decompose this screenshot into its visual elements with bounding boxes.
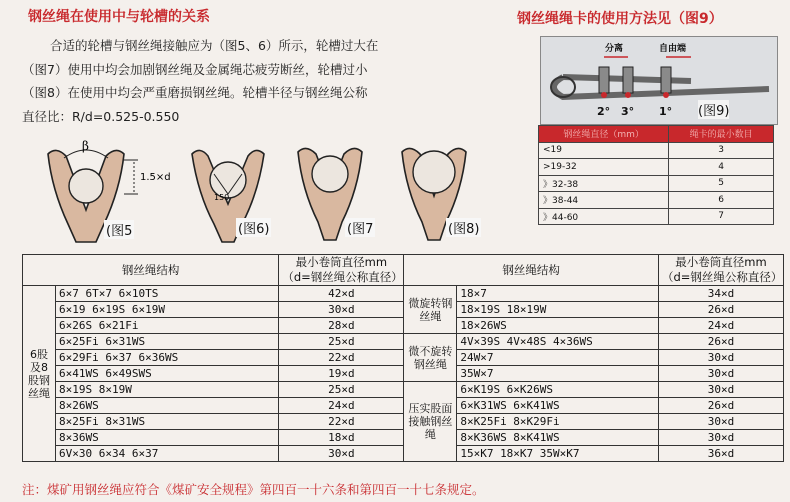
table-row (23, 398, 784, 414)
structure-cell: 6×26S 6×21Fi (56, 318, 279, 334)
group-label-right: 微不旋转钢丝绳 (404, 334, 457, 382)
diameter-cell: 25×d (279, 334, 404, 350)
structure-cell: 24W×7 (457, 350, 659, 366)
section-title-right: 钢丝绳绳卡的使用方法见（图9） (517, 11, 723, 27)
structure-cell: 8×36WS (56, 430, 279, 446)
structure-cell: 15×K7 18×K7 35W×K7 (457, 446, 659, 462)
structure-cell: 6×29Fi 6×37 6×36WS (56, 350, 279, 366)
count-cell: 7 (669, 208, 774, 225)
figure-5-caption: (图5 (104, 220, 134, 239)
figure-9-caption: (图9) (698, 100, 729, 119)
table-row (23, 382, 784, 398)
diameter-cell: 18×d (279, 430, 404, 446)
structure-cell: 8×26WS (56, 398, 279, 414)
table-row (23, 414, 784, 430)
paragraph-line: （图8）在使用中均会严重磨损钢丝绳。轮槽半径与钢丝绳公称 (22, 85, 368, 100)
table-row (23, 430, 784, 446)
table-row (23, 366, 784, 382)
structure-cell: 6×7 6T×7 6×10TS (56, 286, 279, 302)
header-line: 最小卷筒直径mm (295, 255, 388, 269)
diameter-cell: 30×d (659, 430, 784, 446)
structure-cell: 8×25Fi 8×31WS (56, 414, 279, 430)
degree-label-1: 2° (597, 105, 611, 118)
structure-header-left: 钢丝绳结构 (23, 255, 279, 286)
angle-label: 150 (214, 193, 230, 202)
diameter-cell: 36×d (659, 446, 784, 462)
label-separation: 分离 (605, 44, 624, 54)
degree-label-3: 1° (659, 105, 673, 118)
diameter-cell: 30×d (659, 350, 784, 366)
structure-cell: 6×19 6×19S 6×19W (56, 302, 279, 318)
structure-cell: 6×41WS 6×49SWS (56, 366, 279, 382)
group-label-right: 压实股面接触钢丝绳 (404, 382, 457, 462)
group-label-right: 微旋转钢丝绳 (404, 286, 457, 334)
diameter-cell: 26×d (659, 398, 784, 414)
diameter-cell: 25×d (279, 382, 404, 398)
paragraph-line: （图7）使用中均会加剧钢丝绳及金属绳芯疲劳断丝，轮槽过小 (22, 61, 368, 77)
table-row (539, 159, 774, 176)
table-row (539, 142, 774, 159)
degree-label-2: 3° (621, 105, 635, 118)
structure-cell: 8×K25Fi 8×K29Fi (457, 414, 659, 430)
header-line: 最小卷筒直径mm (675, 255, 767, 269)
diameter-cell: 28×d (279, 318, 404, 334)
paragraph-line: 合适的轮槽与钢丝绳接触应为（图5、6）所示，轮槽过大在 (50, 38, 379, 53)
diameter-cell: 42×d (279, 286, 404, 302)
description-paragraph (22, 34, 487, 128)
column-header: 钢丝绳直径（mm） (539, 126, 669, 143)
structure-cell: 35W×7 (457, 366, 659, 382)
structure-cell: 6×K19S 6×K26WS (457, 382, 659, 398)
table-header-row (23, 255, 784, 286)
label-free-end: 自由端 (659, 44, 687, 54)
table-row (539, 175, 774, 192)
drum-diameter-table (22, 254, 784, 462)
table-row (23, 286, 784, 302)
section-title-left: 钢丝绳在使用中与轮槽的关系 (28, 9, 210, 25)
structure-cell: 8×K36WS 8×K41WS (457, 430, 659, 446)
diameter-cell: 30×d (279, 446, 404, 462)
diameter-cell: 24×d (279, 398, 404, 414)
diameter-cell: 26×d (659, 302, 784, 318)
table-row (23, 446, 784, 462)
table-row (23, 334, 784, 350)
count-cell: 4 (669, 159, 774, 176)
structure-cell: 18×7 (457, 286, 659, 302)
clip-count-table (538, 125, 774, 225)
diameter-cell: 24×d (659, 318, 784, 334)
structure-cell: 6×25Fi 6×31WS (56, 334, 279, 350)
min-diameter-header-left (279, 255, 404, 286)
diameter-cell: 26×d (659, 334, 784, 350)
diameter-cell: 34×d (659, 286, 784, 302)
table-row (23, 302, 784, 318)
diameter-cell: 30×d (659, 366, 784, 382)
structure-cell: 6V×30 6×34 6×37 (56, 446, 279, 462)
count-cell: 6 (669, 192, 774, 209)
header-line: （d=钢丝绳公称直径） (282, 270, 403, 284)
dimension-label: 1.5×d (140, 172, 171, 183)
diameter-cell: 》44-60 (539, 208, 669, 225)
rope-clip-diagram (540, 36, 778, 125)
structure-cell: 8×19S 8×19W (56, 382, 279, 398)
diameter-cell: >19-32 (539, 159, 669, 176)
count-cell: 5 (669, 175, 774, 192)
structure-cell: 4V×39S 4V×48S 4×36WS (457, 334, 659, 350)
footnote: 注：煤矿用钢丝绳应符合《煤矿安全规程》第四百一十六条和第四百一十七条规定。 (22, 482, 485, 497)
table-row (539, 192, 774, 209)
min-diameter-header-right (659, 255, 784, 286)
group-label-left: 6股及8股钢丝绳 (23, 286, 56, 462)
diameter-cell: 22×d (279, 414, 404, 430)
figure-7-caption: (图7 (345, 218, 375, 237)
diameter-cell: 30×d (659, 414, 784, 430)
structure-header-right: 钢丝绳结构 (404, 255, 659, 286)
diameter-cell: 30×d (659, 382, 784, 398)
table-row (539, 208, 774, 225)
count-cell: 3 (669, 142, 774, 159)
table-row (23, 350, 784, 366)
table-row (23, 318, 784, 334)
structure-cell: 18×26WS (457, 318, 659, 334)
table-header-row (539, 126, 774, 143)
structure-cell: 18×19S 18×19W (457, 302, 659, 318)
paragraph-line: 直径比：R/d=0.525-0.550 (22, 108, 180, 124)
diameter-cell: 19×d (279, 366, 404, 382)
diameter-cell: 》38-44 (539, 192, 669, 209)
figure-8-caption: (图8) (446, 218, 481, 237)
diameter-cell: 》32-38 (539, 175, 669, 192)
beta-label: β (82, 139, 89, 153)
structure-cell: 6×K31WS 6×K41WS (457, 398, 659, 414)
diameter-cell: 22×d (279, 350, 404, 366)
figure-6-caption: (图6) (236, 218, 271, 237)
diameter-cell: <19 (539, 142, 669, 159)
header-line: （d=钢丝绳公称直径） (662, 270, 783, 284)
column-header: 绳卡的最小数目 (669, 126, 774, 143)
diameter-cell: 30×d (279, 302, 404, 318)
